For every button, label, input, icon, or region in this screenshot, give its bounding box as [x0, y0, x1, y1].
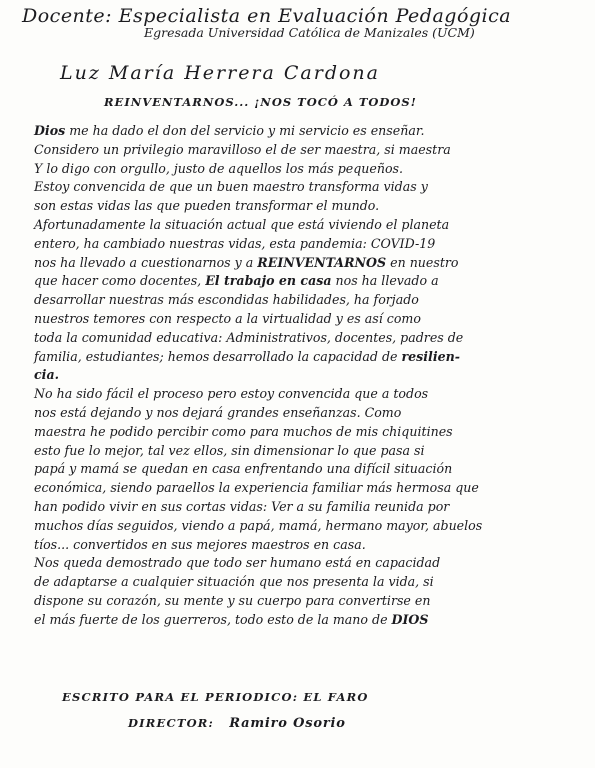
body-text-segment: nuestros temores con respecto a la virtualidad y es así como — [34, 310, 421, 326]
body-text-segment: económica, siendo paraellos la experiencia familiar más hermosa que — [34, 480, 479, 496]
body-text-segment: Estoy convencida de que un buen maestro transforma vidas y — [34, 179, 428, 195]
author-credential: Docente: Especialista en Evaluación Pedagógica — [22, 5, 512, 27]
letter-body — [34, 122, 556, 630]
body-text-segment: maestra he podido percibir como para muchos de mis chiquitines — [34, 423, 453, 439]
body-line — [34, 554, 556, 573]
body-text-segment: que hacer como docentes, — [34, 273, 206, 289]
body-text-segment: el más fuerte de los guerreros, todo esto de la mano de — [34, 611, 392, 627]
director-name: Ramiro Osorio — [229, 716, 346, 731]
body-text-segment: me ha dado el don del servicio y mi servicio es enseñar. — [65, 123, 425, 138]
body-text-segment: entero, ha cambiado nuestras vidas, esta pandemia: COVID-19 — [34, 235, 436, 251]
body-text-segment: papá y mamá se quedan en casa enfrentando una difícil situación — [34, 461, 453, 477]
emphasized-text: resilien- — [401, 348, 461, 364]
body-text-segment: No ha sido fácil el proceso pero estoy convencida que a todos — [34, 386, 429, 402]
body-text-segment: nos ha llevado a cuestionarnos y a — [34, 254, 258, 270]
body-line — [34, 141, 556, 160]
body-line — [34, 498, 556, 517]
body-line — [34, 385, 556, 404]
body-line — [34, 235, 556, 254]
body-text-segment: toda la comunidad educativa: Administrativos, docentes, padres de — [34, 329, 464, 345]
author-name: Luz María Herrera Cardona — [60, 62, 380, 84]
body-line — [34, 329, 556, 348]
body-line — [34, 310, 556, 329]
body-text-segment: son estas vidas las que pueden transformar el mundo. — [34, 198, 380, 214]
body-text-segment: esto fue lo mejor, tal vez ellos, sin dimensionar lo que pasa si — [34, 442, 425, 458]
body-line — [34, 348, 556, 367]
body-line — [34, 272, 556, 291]
letter-footer — [62, 684, 369, 737]
body-text-segment: nos ha llevado a — [331, 273, 439, 289]
body-text-segment: desarrollar nuestras más escondidas habilidades, ha forjado — [34, 292, 419, 308]
letter-header — [22, 5, 582, 40]
body-text-segment: Considero un privilegio maravilloso el de ser maestra, si maestra — [34, 141, 451, 157]
body-text-segment: Nos queda demostrado que todo ser humano está en capacidad — [34, 555, 441, 571]
body-line — [34, 160, 556, 179]
body-line — [34, 254, 556, 273]
body-text-segment: de adaptarse a cualquier situación que nos presenta la vida, si — [34, 574, 434, 590]
body-text-segment: Afortunadamente la situación actual que está viviendo el planeta — [34, 216, 450, 232]
body-line — [34, 291, 556, 310]
emphasized-text: Dios — [34, 123, 66, 138]
body-text-segment: dispone su corazón, su mente y su cuerpo para convertirse en — [34, 592, 431, 608]
body-line — [34, 122, 556, 141]
body-text-segment: Y lo digo con orgullo, justo de aquellos los más pequeños. — [34, 160, 404, 176]
body-line — [34, 366, 556, 385]
body-line — [34, 216, 556, 235]
body-text-segment: familia, estudiantes; hemos desarrollado la capacidad de — [34, 348, 402, 364]
body-text-segment: nos está dejando y nos dejará grandes enseñanzas. Como — [34, 404, 402, 420]
body-line — [34, 536, 556, 555]
director-label: DIRECTOR: — [128, 716, 215, 730]
body-line — [34, 479, 556, 498]
body-line — [34, 178, 556, 197]
body-line — [34, 423, 556, 442]
body-line — [34, 442, 556, 461]
letter-title: REINVENTARNOS... ¡NOS TOCÓ A TODOS! — [104, 95, 417, 109]
emphasized-text: REINVENTARNOS — [257, 254, 387, 270]
body-line — [34, 517, 556, 536]
body-line — [34, 197, 556, 216]
body-text-segment: muchos días seguidos, viendo a papá, mamá, hermano mayor, abuelos — [34, 517, 483, 533]
body-line — [34, 573, 556, 592]
body-text-segment: tíos... convertidos en sus mejores maestros en casa. — [34, 536, 366, 552]
body-text-segment: han podido vivir en sus cortas vidas: Ver a su familia reunida por — [34, 498, 450, 514]
director-row — [128, 710, 369, 737]
emphasized-text: DIOS — [391, 611, 429, 627]
body-line — [34, 404, 556, 423]
author-university: Egresada Universidad Católica de Manizales (UCM) — [144, 25, 475, 40]
body-line — [34, 611, 556, 630]
body-text-segment: en nuestro — [386, 254, 459, 270]
newspaper-credit: ESCRITO PARA EL PERIODICO: EL FARO — [62, 690, 369, 704]
body-line — [34, 592, 556, 611]
body-line — [34, 460, 556, 479]
emphasized-text: cia. — [34, 367, 59, 383]
emphasized-text: El trabajo en casa — [205, 273, 332, 289]
